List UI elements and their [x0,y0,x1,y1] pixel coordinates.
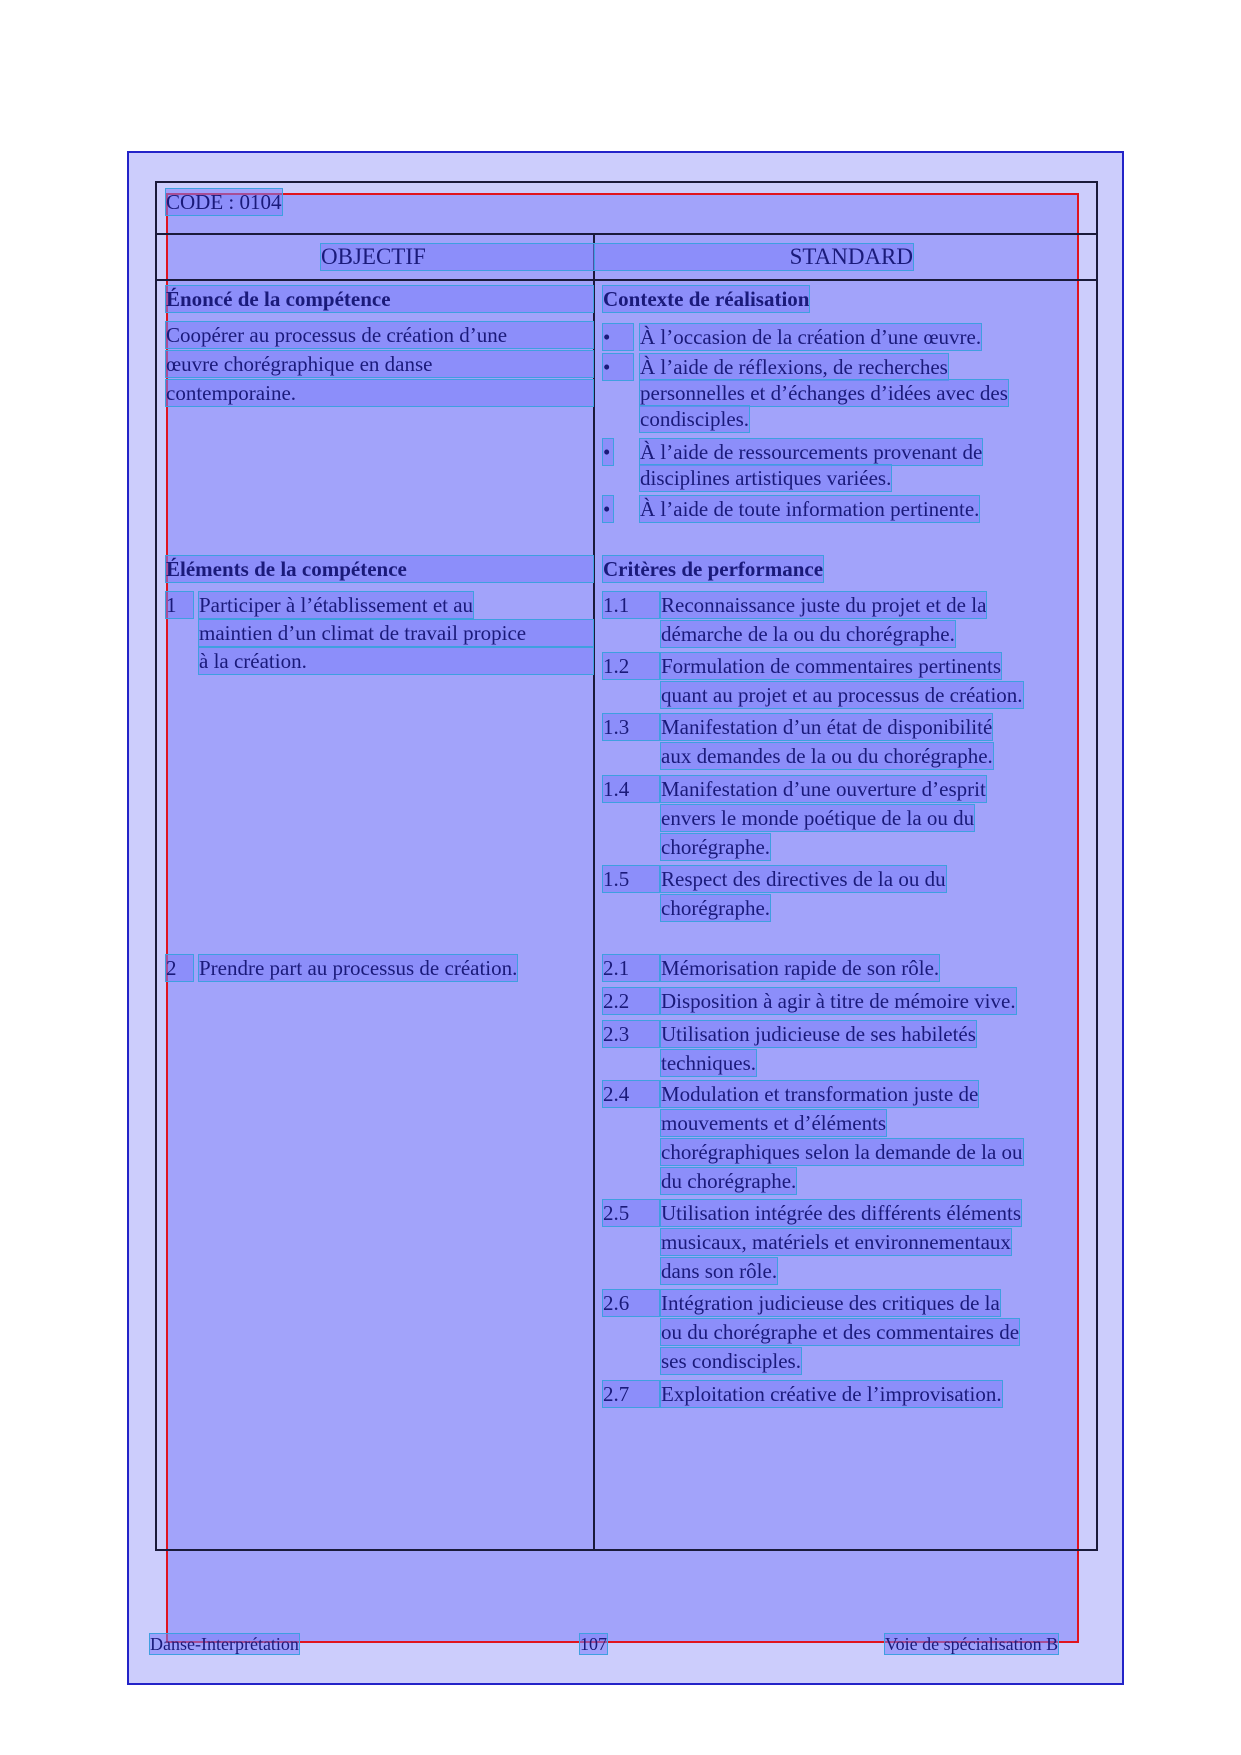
critere-line: dans son rôle. [661,1259,778,1283]
enonce-line: Coopérer au processus de création d’une [166,322,593,348]
critere-number: 1.2 [603,653,659,679]
page-number: 107 [580,1634,607,1654]
bullet-icon: • [603,324,633,350]
critere-number: 1.1 [603,592,659,618]
element-line: Participer à l’établissement et au [199,593,474,617]
critere-line: Mémorisation rapide de son rôle. [661,956,940,980]
bullet-icon: • [603,496,613,522]
footer-right: Voie de spécialisation B [885,1634,1059,1654]
enonce-line: contemporaine. [166,380,593,406]
code-label: CODE : 0104 [166,190,282,214]
critere-line: chorégraphiques selon la demande de la ou [661,1140,1023,1164]
critere-line: Modulation et transformation juste de [661,1082,979,1106]
critere-line: Manifestation d’une ouverture d’esprit [661,777,986,801]
critere-line: démarche de la ou du chorégraphe. [661,622,955,646]
critere-line: Reconnaissance juste du projet et de la [661,593,987,617]
critere-number: 1.5 [603,866,659,892]
critere-number: 2.1 [603,955,659,981]
critere-line: Intégration judicieuse des critiques de la [661,1291,1000,1315]
critere-line: Disposition à agir à titre de mémoire vive. [661,989,1016,1013]
critere-line: chorégraphe. [661,835,771,859]
critere-line: ses condisciples. [661,1349,801,1373]
column-divider [593,233,595,1551]
critere-line: aux demandes de la ou du chorégraphe. [661,744,993,768]
element-number: 1 [166,592,193,618]
element-line: à la création. [199,648,593,674]
contexte-line: condisciples. [640,407,750,431]
contexte-line: À l’aide de ressourcements provenant de [640,440,983,464]
critere-number: 2.5 [603,1200,659,1226]
enonce-line: œuvre chorégraphique en danse [166,351,593,377]
bullet-icon: • [603,439,613,465]
contexte-line: À l’aide de toute information pertinente. [640,497,980,521]
critere-line: Respect des directives de la ou du [661,867,946,891]
enonce-title: Énoncé de la compétence [166,286,593,312]
critere-line: chorégraphe. [661,896,771,920]
critere-number: 2.7 [603,1381,659,1407]
element-line: maintien d’un climat de travail propice [199,620,593,646]
critere-number: 2.2 [603,988,659,1014]
critere-line: mouvements et d’éléments [661,1111,887,1135]
critere-line: quant au projet et au processus de création. [661,683,1023,707]
critere-number: 2.6 [603,1290,659,1316]
critere-number: 2.4 [603,1081,659,1107]
critere-line: Utilisation intégrée des différents éléments [661,1201,1022,1225]
table-rule-top [155,233,1098,235]
critere-line: musicaux, matériels et environnementaux [661,1230,1011,1254]
critere-line: ou du chorégraphe et des commentaires de [661,1320,1020,1344]
contexte-line: À l’occasion de la création d’une œuvre. [640,325,982,349]
contexte-line: À l’aide de réflexions, de recherches [640,355,948,379]
element-line: Prendre part au processus de création. [199,956,518,980]
criteres-title: Critères de performance [603,557,824,581]
contexte-line: personnelles et d’échanges d’idées avec des [640,381,1008,405]
critere-line: techniques. [661,1051,757,1075]
critere-line: Utilisation judicieuse de ses habiletés [661,1022,976,1046]
header-standard: STANDARD [595,244,913,270]
header-objectif: OBJECTIF [321,244,594,270]
critere-number: 2.3 [603,1021,659,1047]
contexte-line: disciplines artistiques variées. [640,466,892,490]
table-rule-header [155,279,1098,281]
element-number: 2 [166,955,193,981]
elements-title: Éléments de la compétence [166,556,593,582]
critere-line: Exploitation créative de l’improvisation. [661,1382,1002,1406]
footer-left: Danse-Interprétation [150,1634,299,1654]
critere-line: envers le monde poétique de la ou du [661,806,975,830]
critere-line: du chorégraphe. [661,1169,797,1193]
bullet-icon: • [603,354,633,380]
critere-line: Manifestation d’un état de disponibilité [661,715,993,739]
critere-number: 1.3 [603,714,659,740]
critere-line: Formulation de commentaires pertinents [661,654,1001,678]
critere-number: 1.4 [603,776,659,802]
contexte-title: Contexte de réalisation [603,287,810,311]
